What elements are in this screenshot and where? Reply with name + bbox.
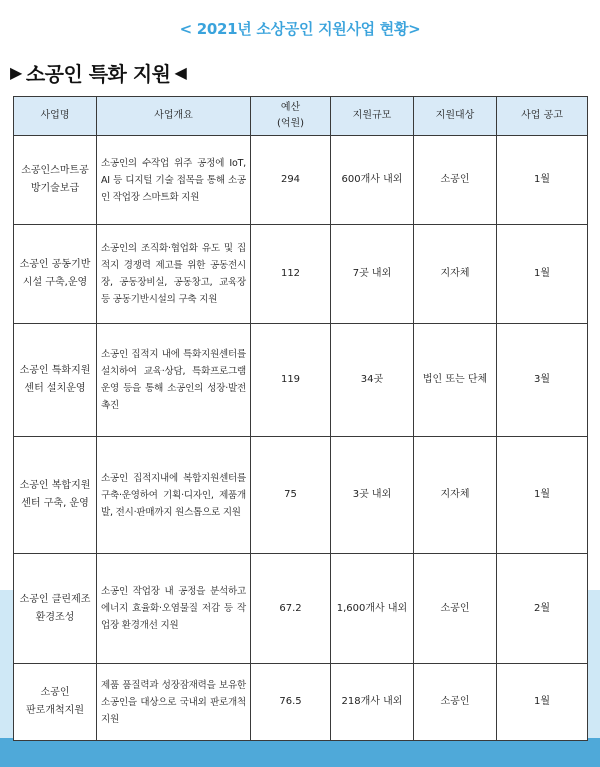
support-program-table [13,96,588,741]
program-scale: 7곳 내외 [331,225,414,324]
program-scale: 3곳 내외 [331,437,414,554]
table-row [14,437,588,554]
program-name: 소공인 공동기반 시설 구축,운영 [14,225,97,324]
program-budget: 67.2 [251,554,331,664]
left-triangle-icon: ◀ [174,63,187,82]
program-overview: 제품 품질력과 성장잠재력을 보유한 소공인을 대상으로 국내외 판로개척 지원 [97,664,251,741]
program-name: 소공인 복합지원 센터 구축, 운영 [14,437,97,554]
program-scale: 218개사 내외 [331,664,414,741]
program-notice: 1월 [497,437,588,554]
program-target: 법인 또는 단체 [414,324,497,437]
header-scale: 지원규모 [331,97,414,136]
program-notice: 1월 [497,664,588,741]
table-header-row [14,97,588,136]
program-target: 소공인 [414,664,497,741]
footer-band [0,738,600,767]
program-name: 소공인 클린제조 환경조성 [14,554,97,664]
program-budget: 119 [251,324,331,437]
section-heading [10,58,186,87]
program-target: 소공인 [414,554,497,664]
program-notice: 3월 [497,324,588,437]
page-title: < 2021년 소상공인 지원사업 현황> [179,20,421,38]
header-overview: 사업개요 [97,97,251,136]
header-notice: 사업 공고 [497,97,588,136]
program-target: 지자체 [414,437,497,554]
table-row [14,225,588,324]
program-target: 지자체 [414,225,497,324]
table-row [14,136,588,225]
program-target: 소공인 [414,136,497,225]
program-scale: 600개사 내외 [331,136,414,225]
header-budget: 예산 (억원) [251,97,331,136]
program-notice: 1월 [497,225,588,324]
program-notice: 2월 [497,554,588,664]
program-notice: 1월 [497,136,588,225]
program-name: 소공인 판로개척지원 [14,664,97,741]
program-overview: 소공인 작업장 내 공정을 분석하고 에너지 효율화·오염물질 저감 등 작업장 환경개선 지원 [97,554,251,664]
program-overview: 소공인 집적지내에 복합지원센터를 구축·운영하여 기획·디자인, 제품개발, 전시·판매까지 원스톱으로 지원 [97,437,251,554]
right-triangle-icon: ▶ [10,63,22,82]
program-budget: 112 [251,225,331,324]
program-overview: 소공인의 수작업 위주 공정에 IoT, AI 등 디지털 기술 접목을 통해 소공인 작업장 스마트화 지원 [97,136,251,225]
program-scale: 34곳 [331,324,414,437]
program-overview: 소공인의 조직화·협업화 유도 및 집적지 경쟁력 제고를 위한 공동전시장, 공동장비실, 공동창고, 교육장 등 공동기반시설의 구축 지원 [97,225,251,324]
program-budget: 294 [251,136,331,225]
program-budget: 75 [251,437,331,554]
program-overview: 소공인 집적지 내에 특화지원센터를 설치하여 교육·상담, 특화프로그램 운영 등을 통해 소공인의 성장·발전 촉진 [97,324,251,437]
program-budget: 76.5 [251,664,331,741]
header-target: 지원대상 [414,97,497,136]
program-name: 소공인 특화지원 센터 설치운영 [14,324,97,437]
table-row [14,324,588,437]
program-scale: 1,600개사 내외 [331,554,414,664]
program-name: 소공인스마트공 방기술보급 [14,136,97,225]
section-title-text: 소공인 특화 지원 [25,62,171,86]
table-row [14,664,588,741]
table-row [14,554,588,664]
header-program-name: 사업명 [14,97,97,136]
